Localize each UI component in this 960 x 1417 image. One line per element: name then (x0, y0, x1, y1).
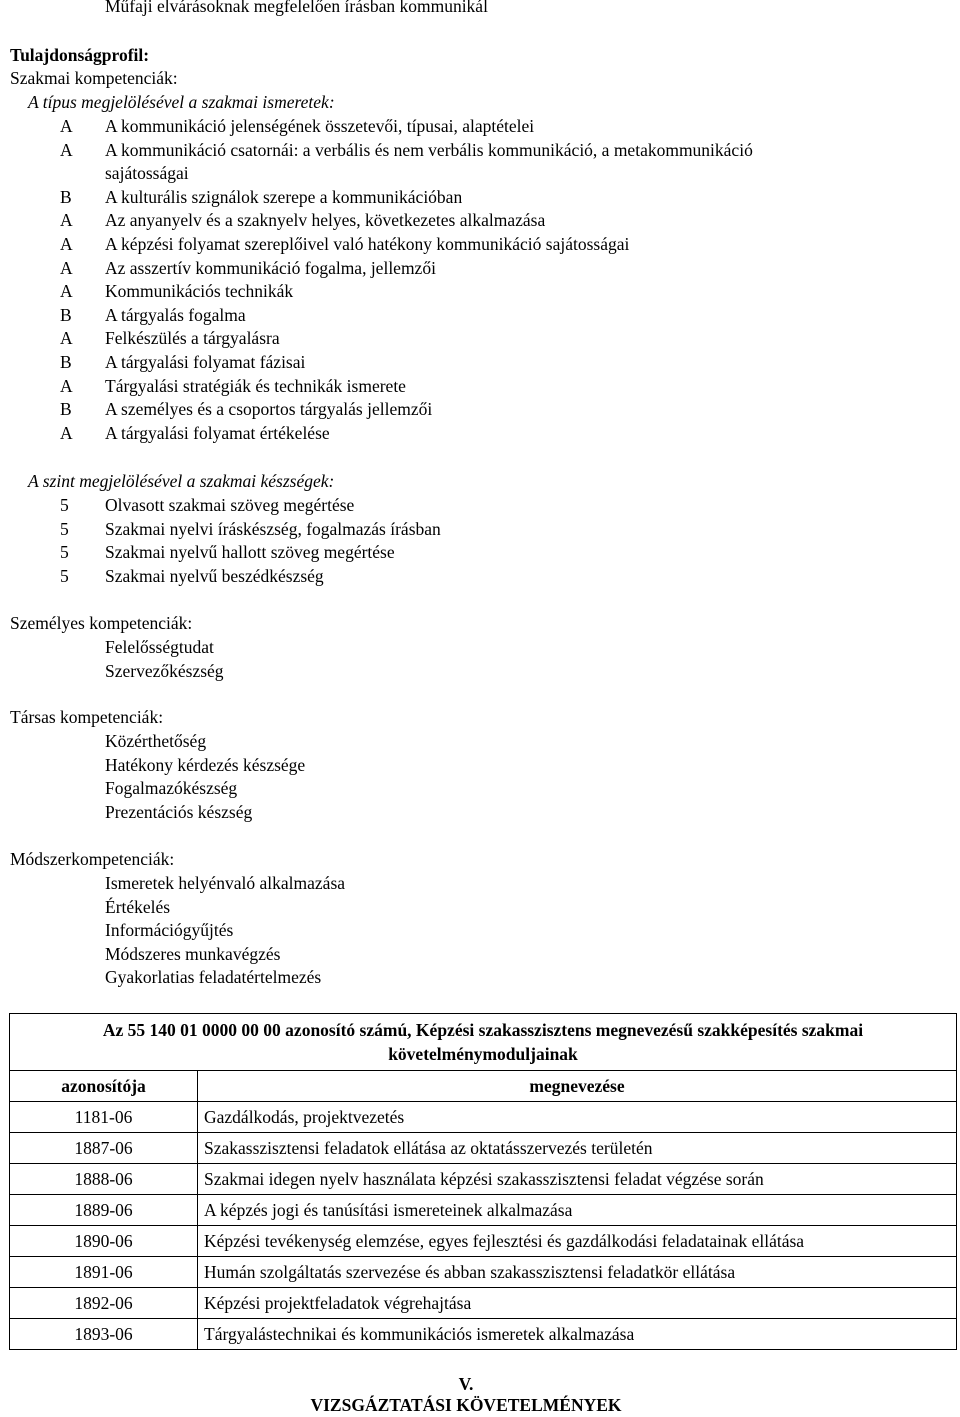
item-text: Kommunikációs technikák (105, 281, 294, 302)
chapter-number: V. (458, 1374, 474, 1394)
item-code: 5 (60, 518, 69, 539)
competency-item: Módszeres munkavégzés (105, 943, 281, 964)
item-text: A tárgyalási folyamat fázisai (105, 352, 306, 372)
item-text: Olvasott szakmai szöveg megértése (105, 495, 355, 515)
item-code: A (60, 257, 73, 278)
item-code: A (60, 328, 73, 349)
module-name: Szakasszisztensi feladatok ellátása az oktatásszervezés területén (198, 1133, 957, 1164)
item-code: 5 (60, 565, 69, 586)
module-name: Képzési tevékenység elemzése, egyes fejlesztési és gazdálkodási feladatainak ellátása (198, 1226, 957, 1257)
table-row (10, 1195, 957, 1226)
col-header-name: megnevezése (198, 1071, 957, 1102)
competency-item: Prezentációs készség (105, 801, 253, 822)
module-id: 1181-06 (10, 1102, 198, 1133)
item-code: A (60, 375, 73, 396)
item-text: Szakmai nyelvi íráskészség, fogalmazás írásban (105, 518, 441, 539)
top-line: Műfaji elvárásoknak megfelelően írásban kommunikál (105, 0, 488, 16)
item-text: Az asszertív kommunikáció fogalma, jellemzői (105, 257, 436, 278)
item-text: A kommunikáció csatornái: a verbális és nem verbális kommunikáció, a metakommunikáció (105, 139, 753, 160)
table-row (10, 1257, 957, 1288)
col-header-id: azonosítója (10, 1071, 198, 1102)
competency-item: Közérthetőség (105, 731, 207, 751)
personal-heading: Személyes kompetenciák: (10, 613, 193, 633)
method-heading: Módszerkompetenciák: (10, 849, 175, 869)
item-text: A tárgyalás fogalma (105, 304, 246, 325)
item-text: Tárgyalási stratégiák és technikák ismerete (105, 375, 406, 396)
competency-item: Szervezőkészség (105, 660, 224, 681)
item-text: A személyes és a csoportos tárgyalás jellemzői (105, 399, 433, 420)
chapter-title: VIZSGÁZTATÁSI KÖVETELMÉNYEK (310, 1395, 622, 1415)
table-row (10, 1319, 957, 1350)
module-name: A képzés jogi és tanúsítási ismereteinek alkalmazása (198, 1195, 957, 1226)
module-id: 1887-06 (10, 1133, 198, 1164)
social-heading: Társas kompetenciák: (10, 707, 164, 727)
item-text: Az anyanyelv és a szaknyelv helyes, következetes alkalmazása (105, 210, 546, 231)
table-row (10, 1226, 957, 1257)
competency-item: Gyakorlatias feladatértelmezés (105, 967, 322, 988)
module-id: 1889-06 (10, 1195, 198, 1226)
table-row (10, 1288, 957, 1319)
competency-item: Fogalmazókészség (105, 778, 238, 799)
module-table-title: Az 55 140 01 0000 00 00 azonosító számú, Képzési szakasszisztens megnevezésű szakképesítés szakmai követelménymoduljainak (10, 1014, 957, 1071)
item-code: A (60, 234, 73, 254)
item-code: B (60, 399, 72, 420)
table-row (10, 1133, 957, 1164)
item-text: Szakmai nyelvű beszédkészség (105, 565, 324, 586)
knowledge-heading: A típus megjelölésével a szakmai ismeretek: (28, 92, 335, 112)
item-text: Felkészülés a tárgyalásra (105, 328, 280, 349)
competency-item: Információgyűjtés (105, 920, 234, 941)
skills-heading: A szint megjelölésével a szakmai készségek: (28, 471, 335, 491)
competency-item: Hatékony kérdezés készsége (105, 754, 306, 775)
module-id: 1893-06 (10, 1319, 198, 1350)
item-code: 5 (60, 495, 69, 515)
item-text: A tárgyalási folyamat értékelése (105, 422, 330, 443)
item-text: A képzési folyamat szereplőivel való hatékony kommunikáció sajátosságai (105, 234, 630, 254)
module-name: Tárgyalástechnikai és kommunikációs ismeretek alkalmazása (198, 1319, 957, 1350)
module-table (9, 1013, 957, 1350)
item-code: B (60, 186, 72, 207)
item-code: B (60, 352, 72, 372)
item-text: A kommunikáció jelenségének összetevői, típusai, alaptételei (105, 116, 535, 136)
item-code: A (60, 210, 73, 231)
item-text: Szakmai nyelvű hallott szöveg megértése (105, 542, 395, 563)
item-code: A (60, 422, 73, 443)
module-name: Képzési projektfeladatok végrehajtása (198, 1288, 957, 1319)
table-row (10, 1164, 957, 1195)
module-name: Szakmai idegen nyelv használata képzési szakasszisztensi feladat végzése során (198, 1164, 957, 1195)
item-code: B (60, 304, 72, 325)
module-id: 1888-06 (10, 1164, 198, 1195)
competency-item: Értékelés (105, 896, 171, 917)
module-id: 1890-06 (10, 1226, 198, 1257)
competency-item: Felelősségtudat (105, 637, 214, 657)
item-code: A (60, 116, 73, 136)
module-id: 1892-06 (10, 1288, 198, 1319)
module-id: 1891-06 (10, 1257, 198, 1288)
item-code: A (60, 281, 73, 302)
item-text-continuation: sajátosságai (105, 163, 189, 184)
table-row (10, 1102, 957, 1133)
item-text: A kulturális szignálok szerepe a kommunikációban (105, 186, 463, 207)
profile-title: Tulajdonságprofil: (10, 45, 150, 65)
item-code: 5 (60, 542, 69, 563)
module-name: Gazdálkodás, projektvezetés (198, 1102, 957, 1133)
item-code: A (60, 139, 73, 160)
professional-heading: Szakmai kompetenciák: (10, 68, 178, 88)
module-name: Humán szolgáltatás szervezése és abban szakasszisztensi feladatkör ellátása (198, 1257, 957, 1288)
competency-item: Ismeretek helyénvaló alkalmazása (105, 873, 346, 893)
